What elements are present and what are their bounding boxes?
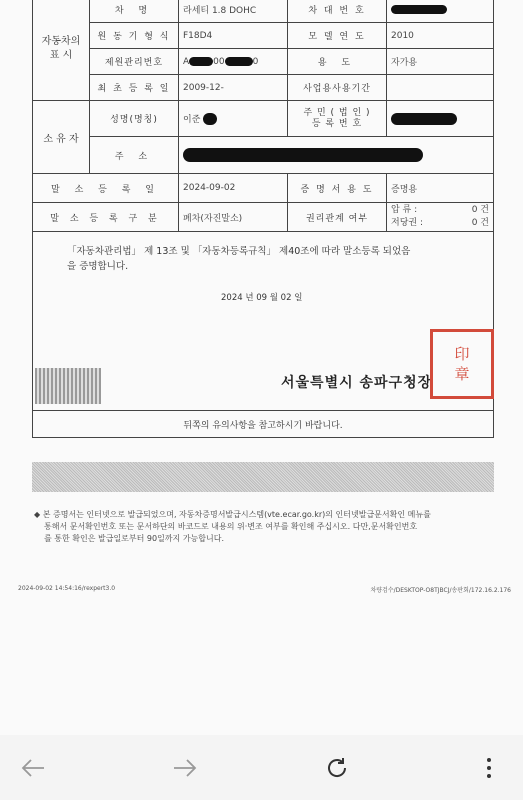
statement-text <box>67 244 410 274</box>
owner-section-label: 소 유 자 <box>33 101 90 174</box>
biz-period-value <box>387 75 494 101</box>
model-year-value: 2010 <box>387 23 494 49</box>
dereg-date-label: 말 소 등 록 일 <box>33 174 179 203</box>
mgmt-part-c: 0 <box>252 56 259 67</box>
dereg-date-value: 2024-09-02 <box>179 174 288 203</box>
mgmt-part-b: 00 <box>213 56 225 67</box>
notice-text <box>34 509 484 545</box>
id-number-value <box>387 101 494 137</box>
vehicle-name-label: 차 명 <box>90 0 179 23</box>
dereg-type-label: 말 소 등 록 구 분 <box>33 203 179 232</box>
mgmt-number-label: 제원관리번호 <box>90 49 179 75</box>
rights-value <box>387 203 494 232</box>
redaction <box>203 113 217 125</box>
more-vertical-icon <box>485 756 493 780</box>
redaction <box>225 57 253 66</box>
footer-right: 차량검수/DESKTOP-O8TJBCJ/송판회/172.16.2.176 <box>370 587 511 594</box>
seizure-label: 압 류 : <box>391 205 418 215</box>
redaction <box>391 113 457 125</box>
vehicle-section-label: 자동차의 표 시 <box>33 0 90 101</box>
mgmt-part-a: A <box>183 56 190 67</box>
biz-period-label: 사업용사용기간 <box>288 75 387 101</box>
barcode-image <box>35 368 101 404</box>
first-reg-label: 최 초 등 록 일 <box>90 75 179 101</box>
address-label: 주 소 <box>90 137 179 174</box>
forward-button[interactable] <box>170 753 200 783</box>
notice-line1: ◆ 본 증명서는 인터넷으로 발급되었으며, 자동차증명서발급시스템(vte.ecar.go.kr)의 인터넷발급문서확인 메뉴를 <box>34 510 431 519</box>
menu-button[interactable] <box>474 753 504 783</box>
rights-label: 권리관계 여부 <box>288 203 387 232</box>
id-label-line2: 등 록 번 호 <box>311 118 363 129</box>
seizure-count: 0 건 <box>471 205 489 215</box>
owner-name-text: 이준 <box>183 114 201 125</box>
notice-line3: 를 통한 확인은 발급일로부터 90일까지 가능합니다. <box>44 534 224 543</box>
vehicle-name-value: 라세티 1.8 DOHC <box>179 0 288 23</box>
use-label: 용 도 <box>288 49 387 75</box>
certificate-table <box>32 0 494 438</box>
engine-label: 원 동 기 형 식 <box>90 23 179 49</box>
mortgage-count: 0 건 <box>471 218 489 228</box>
statement-date: 2024 년 09 월 02 일 <box>221 293 303 303</box>
back-button[interactable] <box>18 753 48 783</box>
use-value: 자가용 <box>387 49 494 75</box>
vin-value <box>387 0 494 23</box>
statement-line1: 「자동차관리법」 제 13조 및 「자동차등록규칙」 제40조에 따라 말소등록 되었음 <box>67 246 411 257</box>
footer-left: 2024-09-02 14:54:16/rexpert3.0 <box>18 585 116 592</box>
owner-name-value <box>179 101 288 137</box>
issuer-name: 서울특별시 송파구청장 <box>281 375 433 391</box>
mortgage-label: 저당권 : <box>391 218 423 228</box>
arrow-left-icon <box>20 758 46 778</box>
vin-label: 차 대 번 호 <box>288 0 387 23</box>
first-reg-value: 2009-12- <box>179 75 288 101</box>
dereg-type-value: 폐차(자진말소) <box>179 203 288 232</box>
model-year-label: 모 델 연 도 <box>288 23 387 49</box>
redaction <box>183 148 423 162</box>
reload-button[interactable] <box>322 753 352 783</box>
engine-value: F18D4 <box>179 23 288 49</box>
back-note: 뒤쪽의 유의사항을 참고하시기 바랍니다. <box>33 411 494 438</box>
perforation-pattern <box>32 462 494 492</box>
redaction <box>391 5 447 14</box>
address-value <box>179 137 494 174</box>
notice-line2: 통해서 문서확인번호 또는 문서하단의 바코드로 내용의 위·변조 여부를 확인해 주십시오. 다만,문서확인번호 <box>44 522 418 531</box>
statement-cell <box>33 232 494 411</box>
redaction <box>189 57 213 66</box>
official-seal-icon: 印 章 <box>430 329 494 399</box>
cert-use-value: 증명용 <box>387 174 494 203</box>
arrow-right-icon <box>172 758 198 778</box>
id-number-label <box>288 101 387 137</box>
id-label-line1: 주 민 ( 법 인 ) <box>303 107 371 118</box>
cert-use-label: 증 명 서 용 도 <box>288 174 387 203</box>
mgmt-number-value <box>179 49 288 75</box>
owner-name-label: 성명(명칭) <box>90 101 179 137</box>
browser-nav-bar <box>0 735 523 800</box>
statement-line2: 을 증명합니다. <box>67 261 129 272</box>
reload-icon <box>324 755 350 781</box>
